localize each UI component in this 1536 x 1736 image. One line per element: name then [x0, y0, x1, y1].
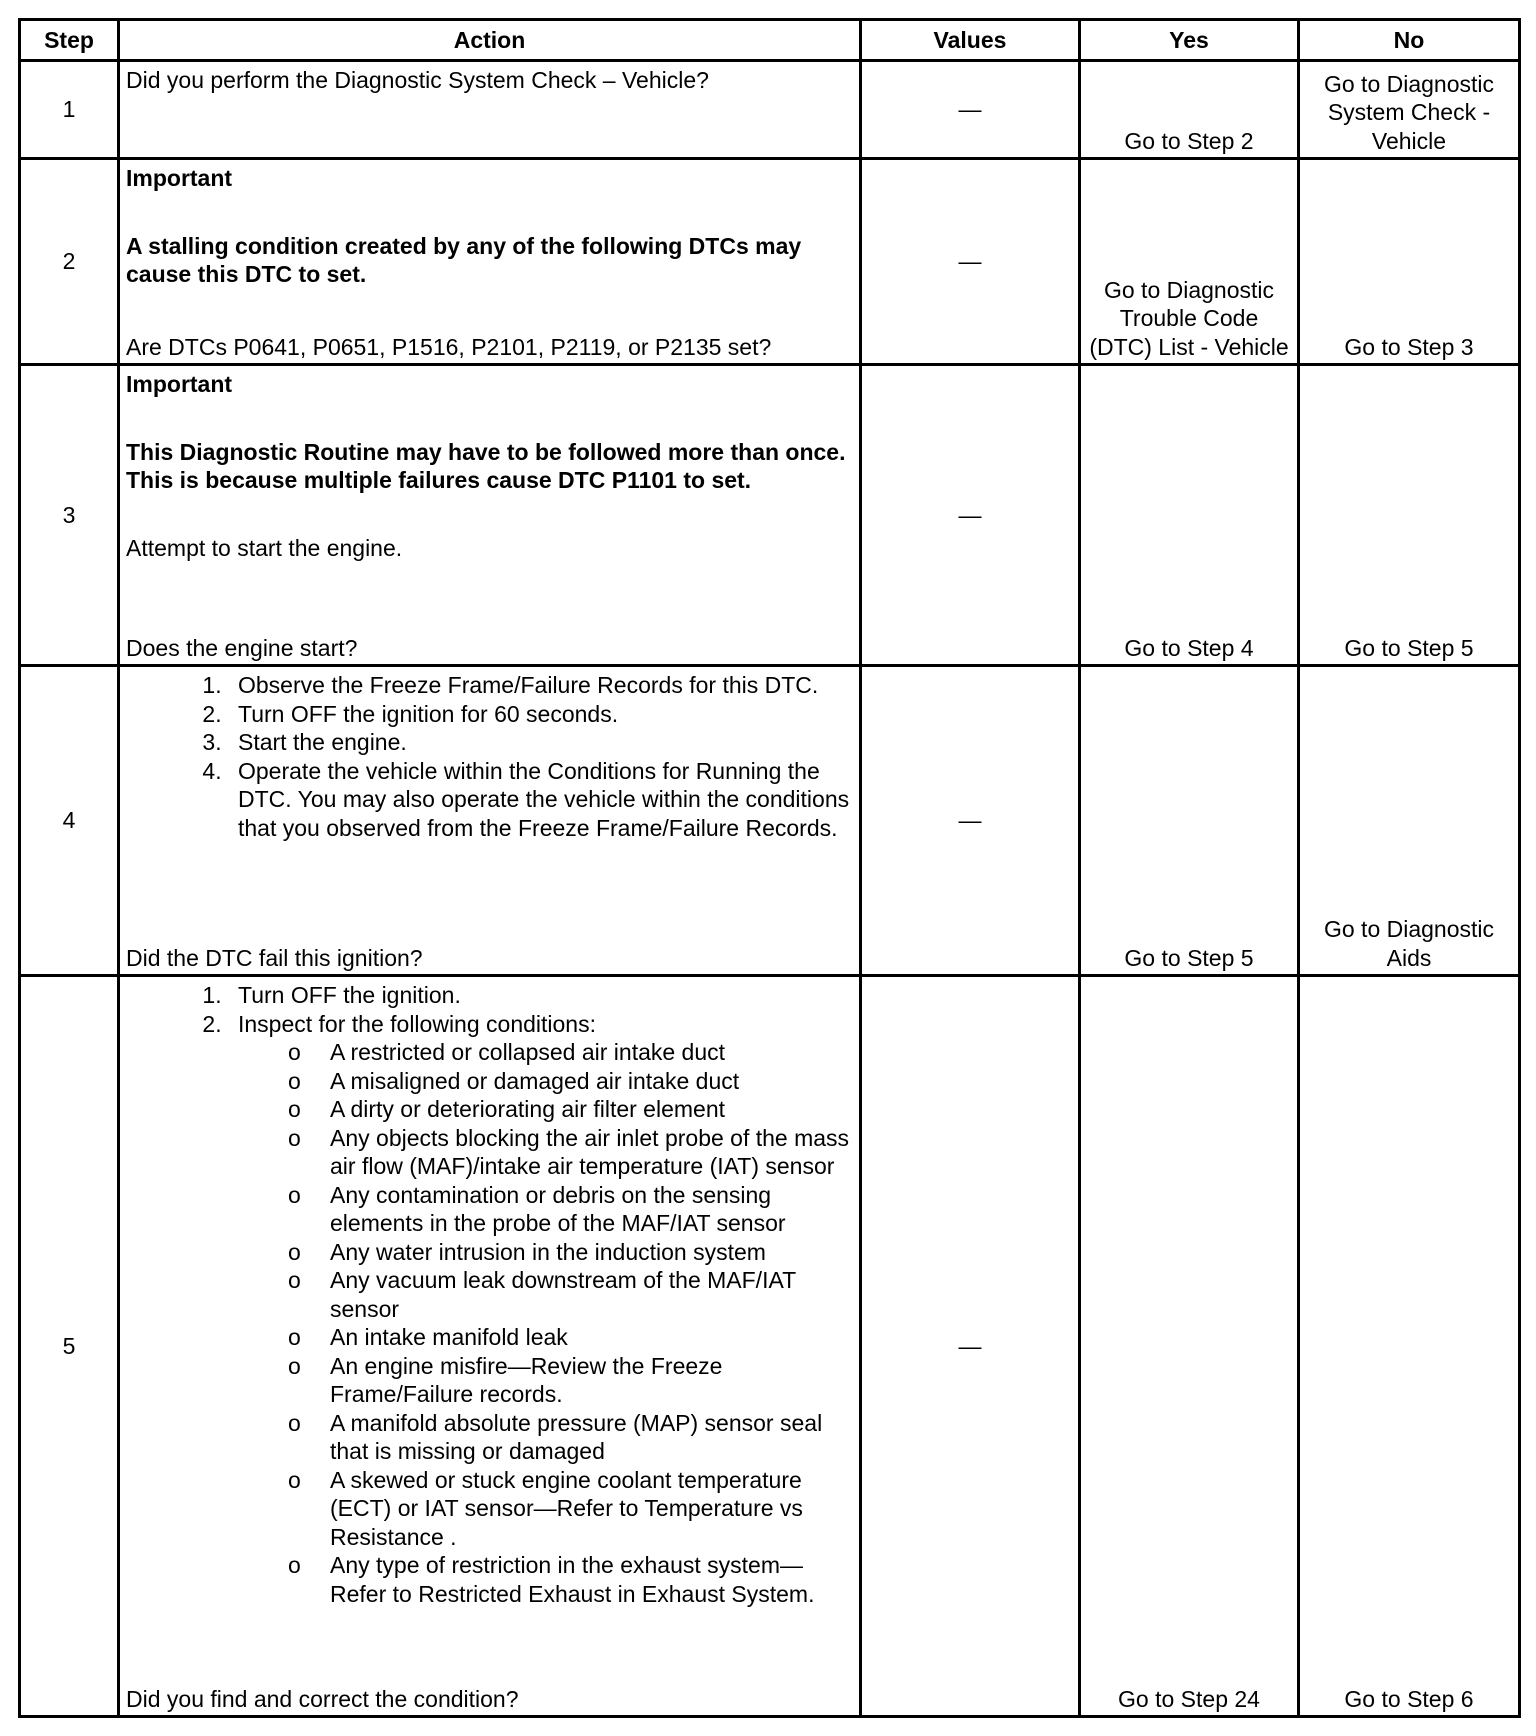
step-number: 2 — [20, 159, 119, 365]
action-question: Did you find and correct the condition? — [126, 1685, 519, 1712]
no-cell: Go to Step 6 — [1299, 976, 1520, 1717]
step-number: 4 — [20, 666, 119, 976]
important-note — [126, 164, 853, 289]
step-number: 1 — [20, 61, 119, 159]
values-cell: — — [861, 61, 1080, 159]
header-step: Step — [20, 20, 119, 61]
important-heading: Important — [126, 371, 233, 397]
condition-item: o A dirty or deteriorating air filter element — [330, 1095, 853, 1124]
yes-cell: Go to Step 24 — [1080, 976, 1299, 1717]
important-note — [126, 370, 853, 562]
procedure-list — [126, 671, 853, 842]
action-question: Does the engine start? — [126, 634, 358, 661]
table-row-step-3 — [20, 365, 1520, 666]
no-cell: Go to Step 5 — [1299, 365, 1520, 666]
condition-item: o Any objects blocking the air inlet probe of the mass air flow (MAF)/intake air temperature (IAT) sensor — [330, 1124, 853, 1181]
procedure-step: 2. Turn OFF the ignition for 60 seconds. — [228, 700, 853, 729]
header-row — [20, 20, 1520, 61]
values-cell: — — [861, 666, 1080, 976]
important-text: This Diagnostic Routine may have to be followed more than once. This is because multiple failures cause DTC P1101 to set. — [126, 438, 846, 493]
diagnostic-table — [18, 18, 1521, 1718]
procedure-step: 1. Observe the Freeze Frame/Failure Records for this DTC. — [228, 671, 853, 700]
condition-item: o An engine misfire—Review the Freeze Frame/Failure records. — [330, 1352, 853, 1409]
no-cell: Go to Diagnostic System Check - Vehicle — [1299, 61, 1520, 159]
action-cell — [119, 61, 861, 159]
header-no: No — [1299, 20, 1520, 61]
step-number: 3 — [20, 365, 119, 666]
values-cell: — — [861, 159, 1080, 365]
table-row-step-2 — [20, 159, 1520, 365]
action-cell — [119, 365, 861, 666]
conditions-list — [238, 1038, 853, 1608]
table-row-step-5 — [20, 976, 1520, 1717]
header-values: Values — [861, 20, 1080, 61]
condition-item: o A restricted or collapsed air intake duct — [330, 1038, 853, 1067]
yes-cell: Go to Step 4 — [1080, 365, 1299, 666]
important-heading: Important — [126, 165, 233, 191]
condition-item: o An intake manifold leak — [330, 1323, 853, 1352]
action-cell — [119, 666, 861, 976]
action-question: Did the DTC fail this ignition? — [126, 944, 423, 971]
yes-cell: Go to Step 2 — [1080, 61, 1299, 159]
condition-item: o A manifold absolute pressure (MAP) sensor seal that is missing or damaged — [330, 1409, 853, 1466]
table-row-step-1 — [20, 61, 1520, 159]
header-action: Action — [119, 20, 861, 61]
condition-item: o Any contamination or debris on the sensing elements in the probe of the MAF/IAT sensor — [330, 1181, 853, 1238]
procedure-step: 1. Turn OFF the ignition. — [228, 981, 853, 1010]
action-cell — [119, 159, 861, 365]
table-row-step-4 — [20, 666, 1520, 976]
no-cell: Go to Step 3 — [1299, 159, 1520, 365]
no-cell: Go to Diagnostic Aids — [1299, 666, 1520, 976]
yes-cell: Go to Step 5 — [1080, 666, 1299, 976]
important-text: A stalling condition created by any of the following DTCs may cause this DTC to set. — [126, 232, 802, 287]
header-yes: Yes — [1080, 20, 1299, 61]
action-question: Did you perform the Diagnostic System Check – Vehicle? — [126, 67, 709, 93]
procedure-step-text: Inspect for the following conditions: — [238, 1010, 596, 1037]
action-cell — [119, 976, 861, 1717]
procedure-list — [126, 981, 853, 1608]
condition-item: o A misaligned or damaged air intake duct — [330, 1067, 853, 1096]
action-instruction: Attempt to start the engine. — [126, 534, 403, 561]
values-cell: — — [861, 365, 1080, 666]
procedure-step: 4. Operate the vehicle within the Conditions for Running the DTC. You may also operate the vehicle within the conditions that you observed from the Freeze Frame/Failure Records. — [228, 757, 853, 843]
condition-item: o Any water intrusion in the induction system — [330, 1238, 853, 1267]
procedure-step: 3. Start the engine. — [228, 728, 853, 757]
procedure-step — [228, 1010, 853, 1609]
condition-item: o Any type of restriction in the exhaust system—Refer to Restricted Exhaust in Exhaust System. — [330, 1551, 853, 1608]
condition-item: o A skewed or stuck engine coolant temperature (ECT) or IAT sensor—Refer to Temperature vs Resistance . — [330, 1466, 853, 1552]
yes-cell: Go to Diagnostic Trouble Code (DTC) List - Vehicle — [1080, 159, 1299, 365]
condition-item: o Any vacuum leak downstream of the MAF/IAT sensor — [330, 1266, 853, 1323]
values-cell: — — [861, 976, 1080, 1717]
step-number: 5 — [20, 976, 119, 1717]
action-question: Are DTCs P0641, P0651, P1516, P2101, P2119, or P2135 set? — [126, 333, 772, 360]
